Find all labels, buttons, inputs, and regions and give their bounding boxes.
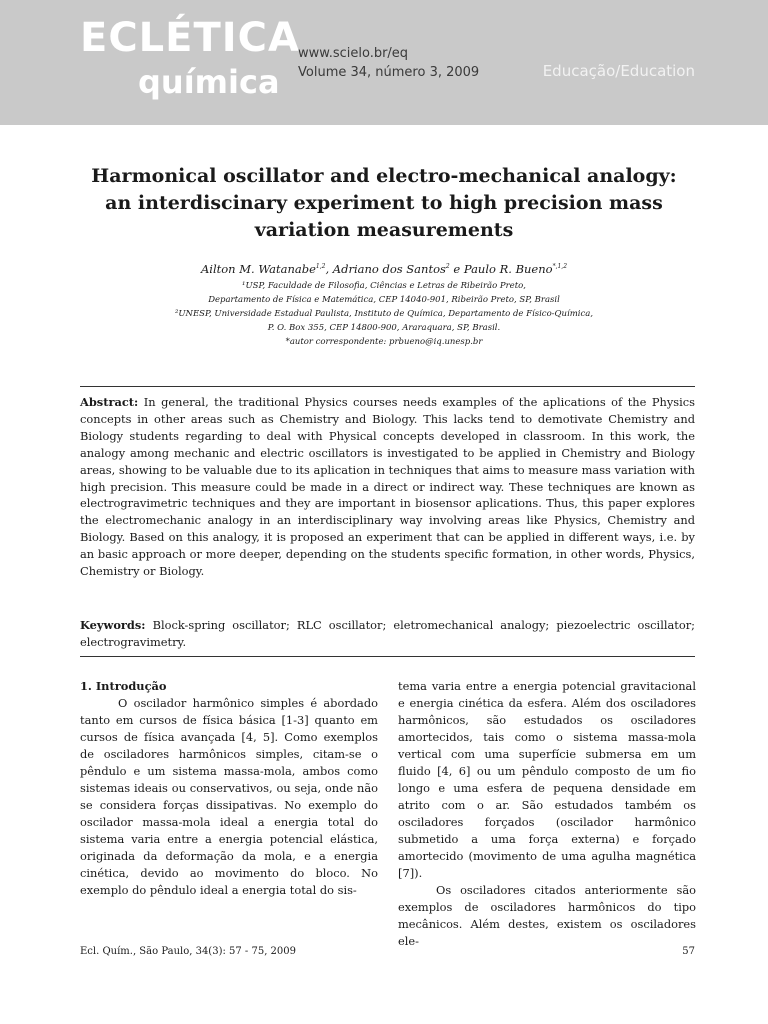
abstract-label: Abstract:	[80, 395, 139, 409]
body-column-right	[398, 678, 696, 950]
journal-volume: Volume 34, número 3, 2009	[298, 65, 480, 80]
abstract	[80, 394, 695, 580]
page-number: 57	[682, 946, 695, 957]
author-name: Paulo R. Bueno	[463, 262, 553, 276]
affiliation-line: ²UNESP, Universidade Estadual Paulista, Instituto de Química, Departamento de Físico-Química,	[174, 309, 594, 319]
author-separator: ,	[325, 262, 333, 276]
keywords	[80, 617, 695, 651]
body-paragraph: O oscilador harmônico simples é abordado tanto em cursos de física básica [1-3] quanto em cursos de física avançada [4, 5]. Como exemplos de osciladores harmônicos simples, citam-se o pêndulo e um sistema massa-mola, ambos como sistemas ideais ou conservativos, ou seja, onde não se considera forças dissipativas. No exemplo do oscilador massa-mola ideal a energia total do sistema varia entre a energia potencial elástica, originada da deformação da mola, e a energia cinética, devido ao movimento do bloco. No exemplo do pêndulo ideal a energia total do sis-	[80, 696, 378, 897]
keywords-label: Keywords:	[80, 618, 146, 632]
body-column-left	[80, 678, 378, 899]
journal-header	[0, 0, 768, 125]
author-list	[80, 262, 688, 276]
journal-logo-line1: ECLÉTICA	[80, 15, 300, 61]
affiliation-line: P. O. Box 355, CEP 14800-900, Araraquara, SP, Brasil.	[267, 323, 501, 333]
journal-section: Educação/Education	[542, 62, 695, 80]
divider	[80, 656, 695, 657]
journal-url[interactable]: www.scielo.br/eq	[298, 46, 409, 61]
section-heading: 1. Introdução	[80, 679, 167, 693]
body-paragraph: Os osciladores citados anteriormente são exemplos de osciladores harmônicos do tipo mecânicos. Além destes, existem os osciladores ele-	[398, 883, 696, 948]
journal-logo-line2: química	[138, 63, 280, 101]
divider	[80, 386, 695, 387]
author-name: Adriano dos Santos	[332, 262, 446, 276]
author-affiliation-marker: 2	[445, 263, 450, 271]
author-name: Ailton M. Watanabe	[200, 262, 316, 276]
author-affiliation-marker: 1,2	[315, 263, 326, 271]
abstract-text: In general, the traditional Physics courses needs examples of the aplications of the Physics concepts in other areas such as Chemistry and Biology. This lacks tend to demotivate Chemistry and Biology students regarding to deal with Physical concepts developed in classroom. In this work, the analogy among mechanic and electric oscillators is investigated to be applied in Chemistry and Biology areas, showing to be valuable due to its aplication in techniques that aims to measure mass variation with high precision. This measure could be made in a direct or indirect way. These techniques are known as electrogravimetric techniques and they are important in biosensor aplications. Thus, this paper explores the electromechanic analogy in an interdisciplinary way involving areas like Physics, Chemistry and Biology. Based on this analogy, it is proposed an experiment that can be applied in different ways, i.e. by an basic approach or more deeper, depending on the students specific formation, in other words, Physics, Chemistry or Biology.	[80, 395, 695, 579]
author-separator: e	[449, 262, 464, 276]
corresponding-author: *autor correspondente: prbueno@iq.unesp.br	[285, 337, 483, 347]
article-title: Harmonical oscillator and electro-mechanical analogy: an interdiscinary experiment to high precision mass variation measurements	[91, 165, 677, 241]
footer-citation: Ecl. Quím., São Paulo, 34(3): 57 - 75, 2009	[80, 946, 297, 957]
body-paragraph: tema varia entre a energia potencial gravitacional e energia cinética da esfera. Além dos osciladores harmônicos, são estudados os osciladores amortecidos, tais como o sistema massa-mola vertical com uma superfície submersa em um fluido [4, 6] ou um pêndulo composto de um fio longo e uma esfera de pequena densidade em atrito com o ar. São estudados também os osciladores forçados (oscilador harmônico submetido a uma força externa) e forçado amortecido (movimento de uma agulha magnética [7]).	[398, 679, 696, 880]
keywords-text: Block-spring oscillator; RLC oscillator; eletromechanical analogy; piezoelectric oscillator; electrogravimetry.	[80, 618, 695, 649]
author-affiliation-marker: *,1,2	[552, 263, 568, 271]
affiliation-line: ¹USP, Faculdade de Filosofia, Ciências e Letras de Ribeirão Preto,	[242, 281, 526, 291]
affiliation-line: Departamento de Física e Matemática, CEP 14040-901, Ribeirão Preto, SP, Brasil	[208, 295, 560, 305]
